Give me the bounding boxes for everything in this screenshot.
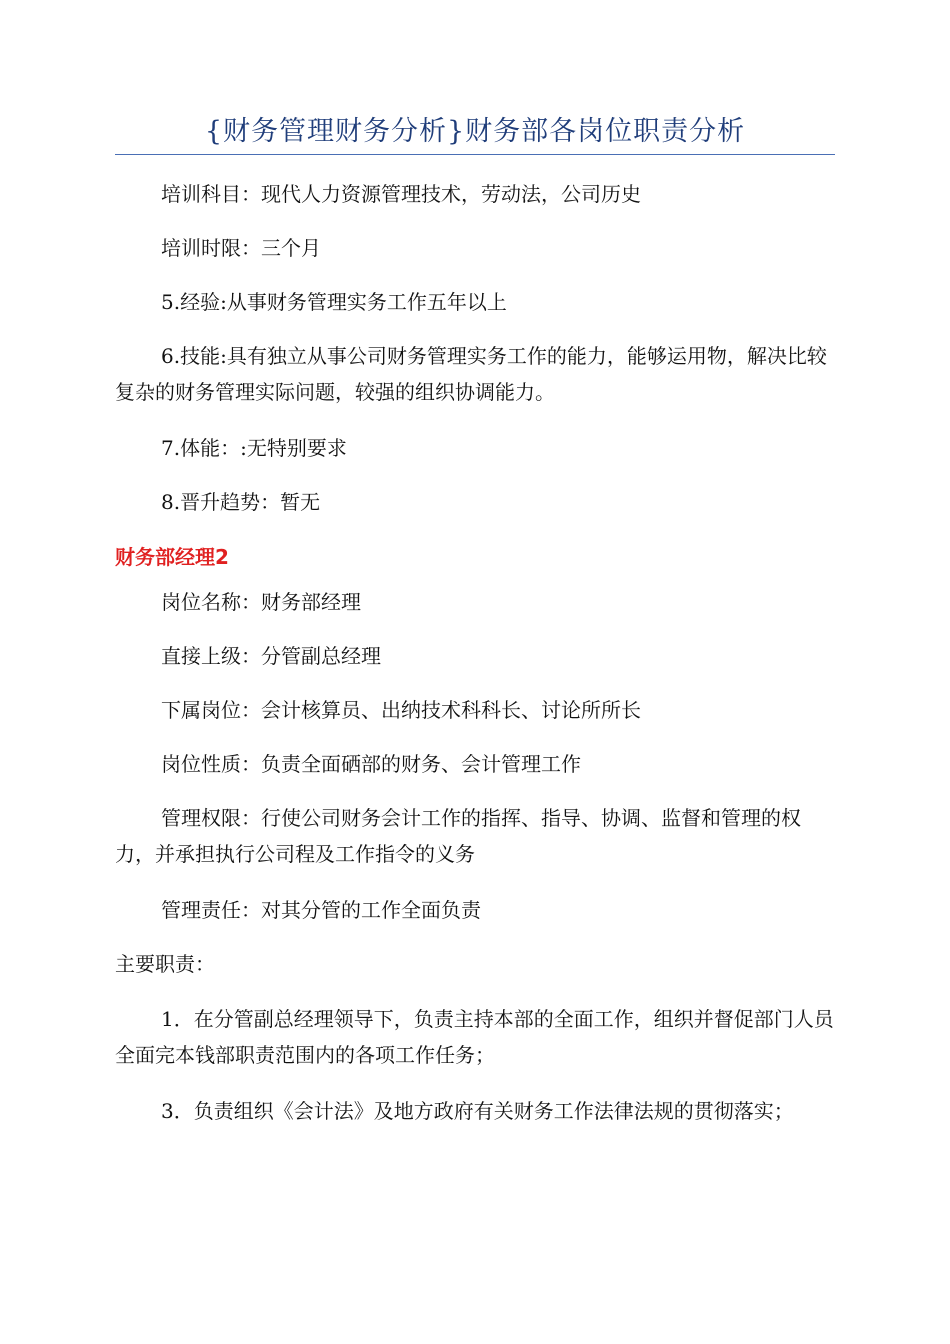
paragraph-experience: 5.经验:从事财务管理实务工作五年以上 <box>161 290 507 314</box>
main-duties-label: 主要职责： <box>115 952 215 976</box>
duty-item: 3．负责组织《会计法》及地方政府有关财务工作法律法规的贯彻落实； <box>161 1099 794 1123</box>
paragraph-authority: 管理权限：行使公司财务会计工作的指挥、指导、协调、监督和管理的权力，并承担执行公司程及工作指令的义务 <box>115 806 801 866</box>
document-title: {财务管理财务分析}财务部各岗位职责分析 <box>204 116 746 147</box>
paragraph-training-period: 培训时限：三个月 <box>161 236 321 260</box>
paragraph-direct-superior: 直接上级：分管副总经理 <box>161 644 381 668</box>
paragraph-promotion: 8.晋升趋势：暂无 <box>161 490 321 514</box>
duty-item: 1．在分管副总经理领导下，负责主持本部的全面工作，组织并督促部门人员全面完本钱部职责范围内的各项工作任务； <box>115 1007 834 1067</box>
title-underline <box>115 154 835 155</box>
paragraph-responsibility: 管理责任：对其分管的工作全面负责 <box>161 898 481 922</box>
paragraph-training-subjects: 培训科目：现代人力资源管理技术，劳动法，公司历史 <box>161 182 641 206</box>
section-heading: 财务部经理2 <box>115 545 229 569</box>
paragraph-position-name: 岗位名称：财务部经理 <box>161 590 361 614</box>
paragraph-position-nature: 岗位性质：负责全面硒部的财务、会计管理工作 <box>161 752 581 776</box>
paragraph-physical: 7.体能：:无特别要求 <box>161 436 347 460</box>
paragraph-skills: 6.技能:具有独立从事公司财务管理实务工作的能力，能够运用物，解决比较复杂的财务管理实际问题，较强的组织协调能力。 <box>115 344 827 404</box>
paragraph-subordinates: 下属岗位：会计核算员、出纳技术科科长、讨论所所长 <box>161 698 641 722</box>
